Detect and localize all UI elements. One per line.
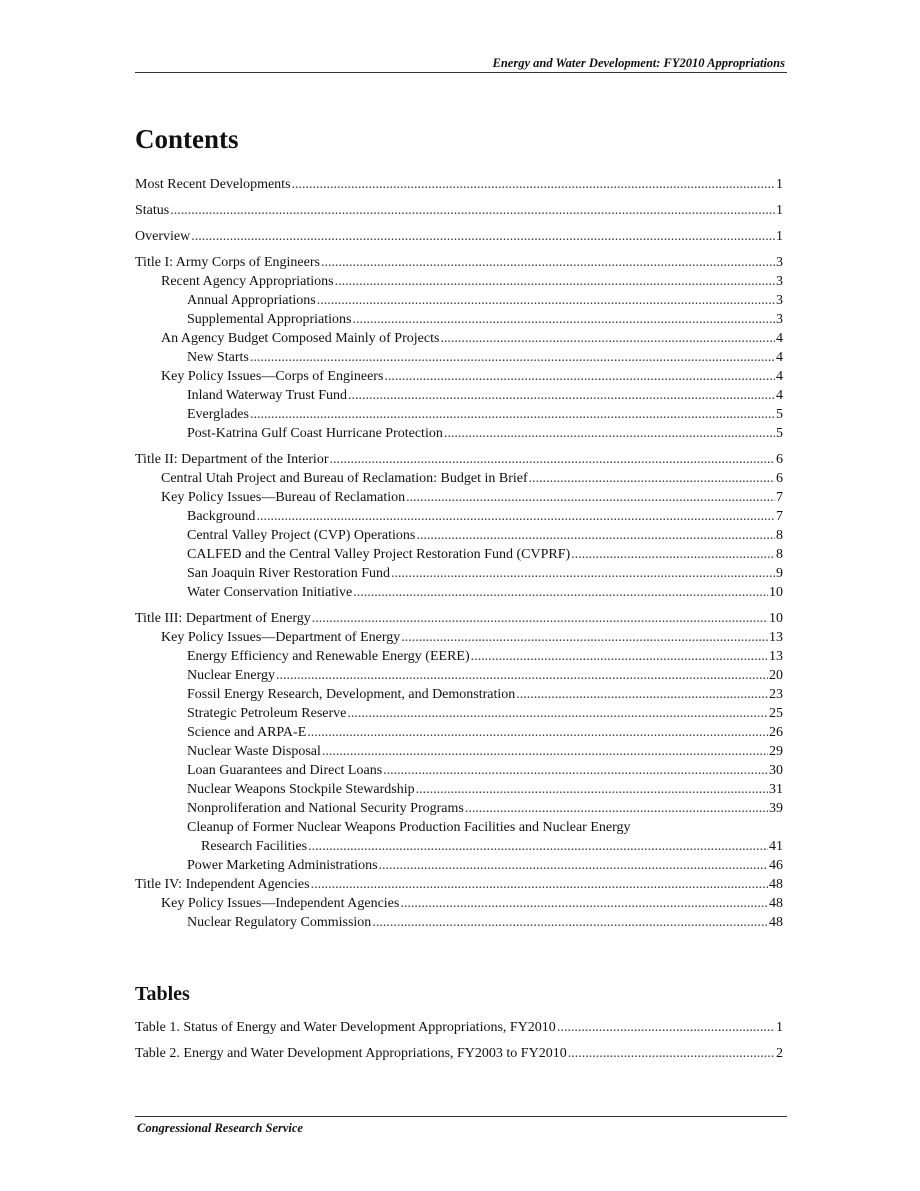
toc-entry-nuclear-waste[interactable]: Nuclear Waste Disposal ..... 29 [135, 742, 783, 761]
toc-entry-calfed-cvprf[interactable]: CALFED and the Central Valley Project Restoration Fund (CVPRF) ..... 8 [135, 545, 783, 564]
dot-leader [191, 227, 775, 246]
toc-entry-water-conservation[interactable]: Water Conservation Initiative ..... 10 [135, 583, 783, 602]
dot-leader [384, 367, 775, 386]
dot-leader [372, 913, 768, 932]
table-entry-1[interactable]: Table 1. Status of Energy and Water Development Appropriations, FY2010 ..... 1 [135, 1018, 783, 1037]
table-entry-2[interactable]: Table 2. Energy and Water Development Appropriations, FY2003 to FY2010 ..... 2 [135, 1044, 783, 1063]
toc-entry-new-starts[interactable]: New Starts ..... 4 [135, 348, 783, 367]
toc-entry-cleanup[interactable]: Research Facilities ..... 41 [135, 837, 783, 856]
toc-entry-nonproliferation[interactable]: Nonproliferation and National Security Programs ..... 39 [135, 799, 783, 818]
toc-entry-nrc[interactable]: Nuclear Regulatory Commission ..... 48 [135, 913, 783, 932]
dot-leader [256, 507, 775, 526]
dot-leader [170, 201, 775, 220]
toc-entry-most-recent-developments[interactable]: Most Recent Developments ..... 1 [135, 175, 783, 194]
toc-entry-key-policy-energy[interactable]: Key Policy Issues—Department of Energy ..... 13 [135, 628, 783, 647]
toc-entry-agency-budget-projects[interactable]: An Agency Budget Composed Mainly of Projects ..... 4 [135, 329, 783, 348]
dot-leader [353, 583, 768, 602]
dot-leader [311, 875, 768, 894]
toc-entry-cvp-operations[interactable]: Central Valley Project (CVP) Operations ..... 8 [135, 526, 783, 545]
footer-publisher: Congressional Research Service [137, 1121, 303, 1135]
toc-entry-supplemental-appropriations[interactable]: Supplemental Appropriations ..... 3 [135, 310, 783, 329]
toc-entry-background[interactable]: Background ..... 7 [135, 507, 783, 526]
dot-leader [335, 272, 775, 291]
dot-leader [317, 291, 775, 310]
dot-leader [391, 564, 775, 583]
dot-leader [312, 609, 768, 628]
toc-entry-status[interactable]: Status ..... 1 [135, 201, 783, 220]
toc-entry-power-marketing[interactable]: Power Marketing Administrations ..... 46 [135, 856, 783, 875]
toc-entry-annual-appropriations[interactable]: Annual Appropriations ..... 3 [135, 291, 783, 310]
header-divider [135, 72, 787, 73]
dot-leader [308, 837, 768, 856]
toc-entry-inland-waterway[interactable]: Inland Waterway Trust Fund ..... 4 [135, 386, 783, 405]
toc-entry-loan-guarantees[interactable]: Loan Guarantees and Direct Loans ..... 30 [135, 761, 783, 780]
dot-leader [292, 175, 775, 194]
dot-leader [321, 253, 775, 272]
dot-leader [516, 685, 768, 704]
dot-leader [444, 424, 775, 443]
dot-leader [529, 469, 775, 488]
toc-entry-key-policy-reclamation[interactable]: Key Policy Issues—Bureau of Reclamation ..... 7 [135, 488, 783, 507]
dot-leader [307, 723, 768, 742]
dot-leader [557, 1018, 775, 1037]
toc-entry-overview[interactable]: Overview ..... 1 [135, 227, 783, 246]
dot-leader [401, 628, 768, 647]
dot-leader [465, 799, 768, 818]
dot-leader [571, 545, 775, 564]
toc-entry-title-iv[interactable]: Title IV: Independent Agencies ..... 48 [135, 875, 783, 894]
dot-leader [471, 647, 768, 666]
toc-entry-science-arpa-e[interactable]: Science and ARPA-E ..... 26 [135, 723, 783, 742]
dot-leader [250, 348, 775, 367]
toc-entry-key-policy-independent[interactable]: Key Policy Issues—Independent Agencies ..... 48 [135, 894, 783, 913]
toc-entry-stockpile-stewardship[interactable]: Nuclear Weapons Stockpile Stewardship ..... 31 [135, 780, 783, 799]
dot-leader [406, 488, 775, 507]
dot-leader [352, 310, 775, 329]
dot-leader [276, 666, 768, 685]
footer-divider [135, 1116, 787, 1117]
toc-entry-nuclear-energy[interactable]: Nuclear Energy ..... 20 [135, 666, 783, 685]
table-of-contents [135, 175, 783, 932]
dot-leader [348, 386, 775, 405]
running-header: Energy and Water Development: FY2010 Appropriations [492, 56, 785, 70]
contents-heading: Contents [135, 124, 239, 154]
toc-entry-san-joaquin[interactable]: San Joaquin River Restoration Fund ..... 9 [135, 564, 783, 583]
toc-entry-eere[interactable]: Energy Efficiency and Renewable Energy (EERE) ..... 13 [135, 647, 783, 666]
dot-leader [250, 405, 775, 424]
toc-entry-cleanup-line1[interactable]: Cleanup of Former Nuclear Weapons Production Facilities and Nuclear Energy [187, 820, 631, 835]
toc-entry-title-iii[interactable]: Title III: Department of Energy ..... 10 [135, 609, 783, 628]
dot-leader [383, 761, 768, 780]
toc-entry-title-ii[interactable]: Title II: Department of the Interior ..... 6 [135, 450, 783, 469]
toc-entry-post-katrina[interactable]: Post-Katrina Gulf Coast Hurricane Protection ..... 5 [135, 424, 783, 443]
toc-entry-strategic-petroleum[interactable]: Strategic Petroleum Reserve ..... 25 [135, 704, 783, 723]
toc-entry-title-i[interactable]: Title I: Army Corps of Engineers ..... 3 [135, 253, 783, 272]
toc-entry-key-policy-corps[interactable]: Key Policy Issues—Corps of Engineers ..... 4 [135, 367, 783, 386]
dot-leader [347, 704, 768, 723]
dot-leader [416, 780, 768, 799]
dot-leader [322, 742, 768, 761]
dot-leader [329, 450, 775, 469]
toc-entry-recent-agency-appropriations[interactable]: Recent Agency Appropriations ..... 3 [135, 272, 783, 291]
toc-entry-fossil-energy[interactable]: Fossil Energy Research, Development, and Demonstration ..... 23 [135, 685, 783, 704]
dot-leader [379, 856, 768, 875]
tables-heading: Tables [135, 983, 190, 1005]
list-of-tables [135, 1018, 783, 1063]
toc-entry-everglades[interactable]: Everglades ..... 5 [135, 405, 783, 424]
dot-leader [440, 329, 775, 348]
dot-leader [400, 894, 768, 913]
dot-leader [568, 1044, 775, 1063]
toc-entry-central-utah[interactable]: Central Utah Project and Bureau of Reclamation: Budget in Brief ..... 6 [135, 469, 783, 488]
dot-leader [416, 526, 775, 545]
